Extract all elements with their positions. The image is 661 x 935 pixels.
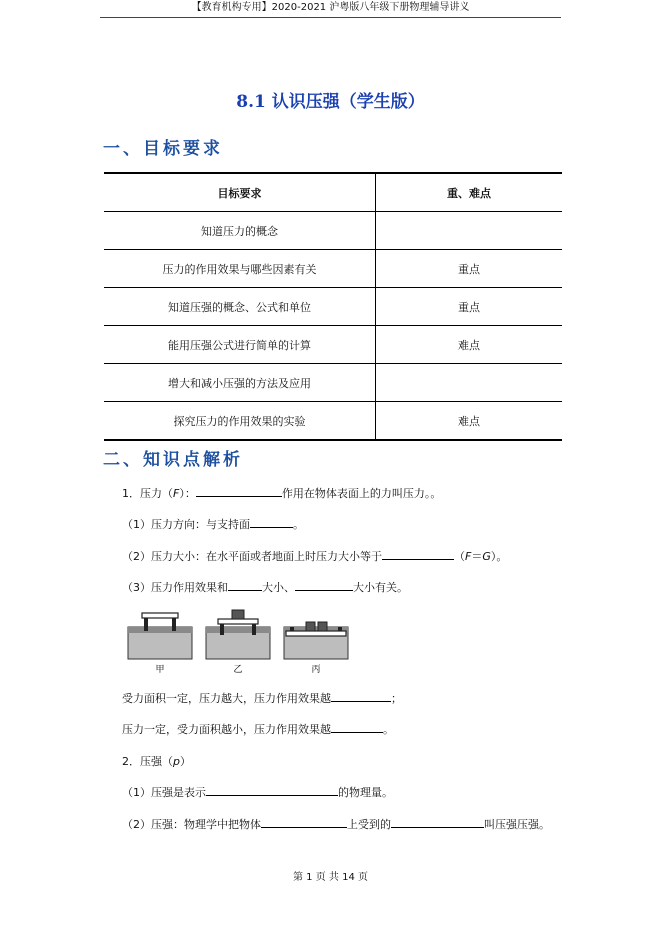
line-text: ＝ xyxy=(471,550,483,563)
line-text: ）： xyxy=(179,487,196,500)
line-text: （1）压力方向：与支持面 xyxy=(122,518,250,531)
goal-cell: 增大和减小压强的方法及应用 xyxy=(104,364,376,402)
line-text: （2）压强：物理学中把物体 xyxy=(122,818,261,831)
page-header: 【教育机构专用】2020-2021 沪粤版八年级下册物理辅导讲义 xyxy=(100,0,561,18)
line-text: （ xyxy=(454,550,465,563)
symbol-f: F xyxy=(465,550,472,563)
area-constant-line xyxy=(122,690,402,706)
fill-blank[interactable] xyxy=(196,485,282,497)
section-heading-goals: 一、目标要求 xyxy=(103,139,223,159)
section-heading-knowledge: 二、知识点解析 xyxy=(103,450,243,470)
fill-blank[interactable] xyxy=(382,548,454,560)
fill-blank[interactable] xyxy=(206,784,338,796)
fill-blank[interactable] xyxy=(250,516,293,528)
fill-blank[interactable] xyxy=(295,579,353,591)
line-text: 受力面积一定，压力越大，压力作用效果越 xyxy=(122,692,331,705)
level-cell xyxy=(376,212,563,250)
level-cell: 难点 xyxy=(458,414,480,428)
fill-blank[interactable] xyxy=(331,690,391,702)
line-text: 作用在物体表面上的力叫压力。。 xyxy=(281,487,442,500)
symbol-f: F xyxy=(173,487,180,500)
pressure-intensity-heading xyxy=(122,753,191,769)
line-text: ） xyxy=(179,755,191,768)
line-text: 2．压强（ xyxy=(122,755,173,768)
pressure-constant-line xyxy=(122,721,394,737)
pressure-meaning-line xyxy=(122,784,393,800)
table-row xyxy=(104,250,562,288)
line-text: 的物理量。 xyxy=(338,786,393,799)
figure-label-jia: 甲 xyxy=(155,665,165,675)
fill-blank[interactable] xyxy=(261,816,347,828)
level-cell: 重点 xyxy=(458,262,480,276)
pressure-direction-line xyxy=(122,516,304,532)
goal-cell: 探究压力的作用效果的实验 xyxy=(104,402,376,441)
line-text: 。 xyxy=(293,518,304,531)
line-text: 。 xyxy=(383,723,394,736)
line-text: ； xyxy=(391,692,402,705)
page-title: 8.1 认识压强（学生版） xyxy=(236,92,425,112)
level-cell xyxy=(376,364,563,402)
pressure-experiment-figure xyxy=(122,607,362,675)
figure-label-bing: 丙 xyxy=(311,665,321,675)
goal-cell: 知道压力的概念 xyxy=(104,212,376,250)
line-text: ）。 xyxy=(490,550,508,563)
line-text: （3）压力作用效果和 xyxy=(122,581,228,594)
table-row xyxy=(104,402,562,441)
line-text: 上受到的 xyxy=(347,818,391,831)
column-header-goal: 目标要求 xyxy=(104,173,376,212)
goal-cell: 压力的作用效果与哪些因素有关 xyxy=(104,250,376,288)
table-row xyxy=(104,326,562,364)
pressure-definition-line xyxy=(122,485,441,501)
pressure-effect-factors-line xyxy=(122,579,408,595)
page-footer: 第 1 页 共 14 页 xyxy=(293,872,368,883)
goal-cell: 能用压强公式进行简单的计算 xyxy=(104,326,376,364)
fill-blank[interactable] xyxy=(391,816,484,828)
line-text: 压力一定，受力面积越小，压力作用效果越 xyxy=(122,723,331,736)
level-cell: 难点 xyxy=(458,338,480,352)
table-row xyxy=(104,288,562,326)
line-text: 叫压强压强。 xyxy=(484,818,550,831)
table-header-row xyxy=(104,173,562,212)
fill-blank[interactable] xyxy=(228,579,262,591)
line-text: 1．压力（ xyxy=(122,487,173,500)
level-cell: 重点 xyxy=(458,300,480,314)
goal-cell: 知道压强的概念、公式和单位 xyxy=(104,288,376,326)
pressure-magnitude-line xyxy=(122,548,507,564)
line-text: 大小、 xyxy=(262,581,295,594)
goals-table xyxy=(104,172,562,441)
fill-blank[interactable] xyxy=(331,721,383,733)
line-text: （1）压强是表示 xyxy=(122,786,206,799)
pressure-definition2-line xyxy=(122,816,550,832)
table-row xyxy=(104,212,562,250)
table-row xyxy=(104,364,562,402)
line-text: 大小有关。 xyxy=(353,581,408,594)
symbol-p: p xyxy=(173,755,180,768)
line-text: （2）压力大小：在水平面或者地面上时压力大小等于 xyxy=(122,550,382,563)
symbol-g: G xyxy=(482,550,491,563)
figure-label-yi: 乙 xyxy=(233,665,243,675)
column-header-key-point: 重、难点 xyxy=(447,186,491,200)
